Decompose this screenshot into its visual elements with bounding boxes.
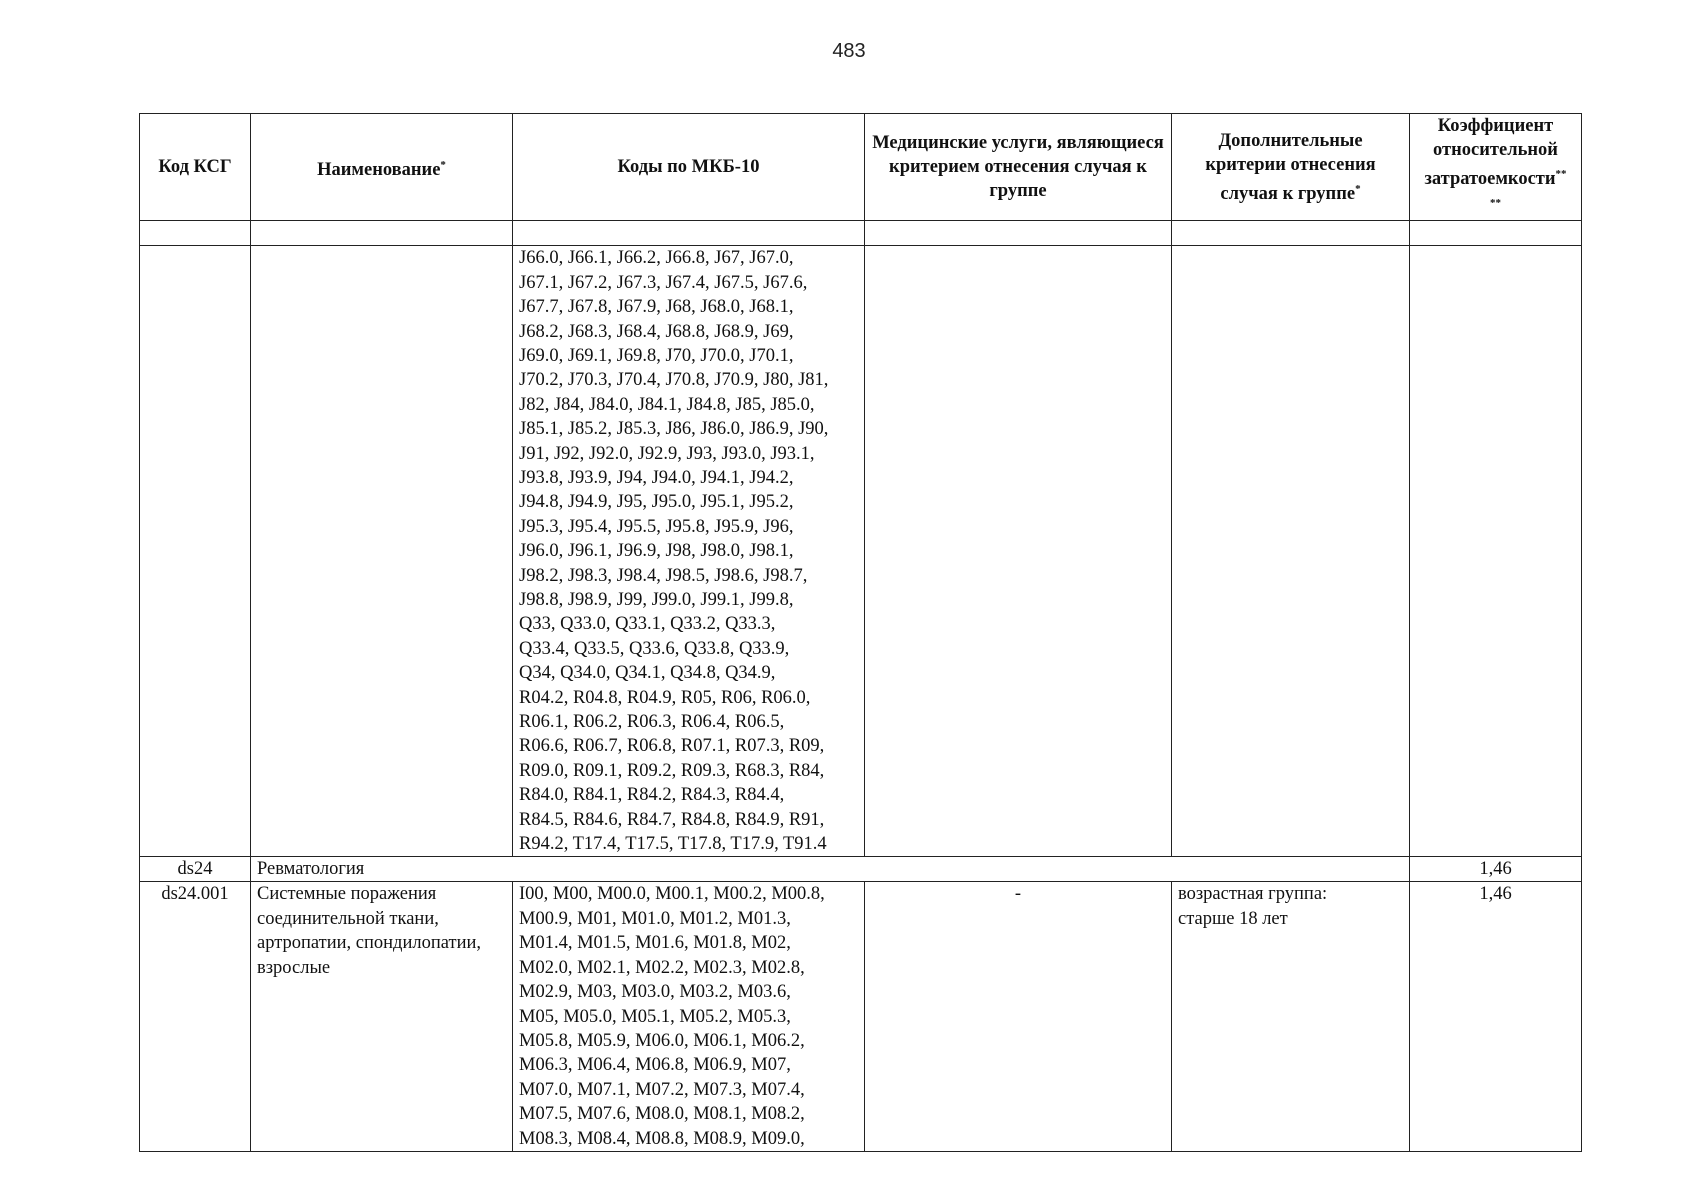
cell-services: - xyxy=(865,882,1172,1151)
table-row xyxy=(140,246,1582,857)
header-code: Код КСГ xyxy=(140,114,251,221)
cell-icd-codes: I00, M00, M00.0, M00.1, M00.2, M00.8, M00.9, M01, M01.0, M01.2, M01.3, M01.4, M01.5, M01.6, M01.8, M02, M02.0, M02.1, M02.2, M02.3, M02.8, M02.9, M03, M03.0, M03.2, M03.6, M05, M05.0, M05.1, M05.2, M05.3, M05.8, M05.9, M06.0, M06.1, M06.2, M06.3, M06.4, M06.8, M06.9, M07, M07.0, M07.1, M07.2, M07.3, M07.4, M07.5, M07.6, M08.0, M08.1, M08.2, M08.3, M08.4, M08.8, M08.9, M09.0, xyxy=(513,882,865,1151)
cell-code: ds24.001 xyxy=(140,882,251,1151)
table-row xyxy=(140,882,1582,1151)
cell-coefficient: 1,46 xyxy=(1410,882,1582,1151)
ksg-table xyxy=(139,113,1582,1152)
footnote-mark: ** xyxy=(1555,168,1567,180)
footnote-mark: * xyxy=(1355,182,1361,195)
header-coefficient: Коэффициент относительной затратоемкости** ** xyxy=(1410,114,1582,221)
cell-coefficient xyxy=(1410,246,1582,857)
spacer-row xyxy=(140,221,1582,246)
header-extra-criteria: Дополнительные критерии отнесения случая к группе* xyxy=(1172,114,1410,221)
footnote-mark: * xyxy=(440,158,446,171)
cell-name: Системные поражения соединительной ткани, артропатии, спондилопатии, взрослые xyxy=(251,882,513,1151)
header-services: Медицинские услуги, являющиеся критерием отнесения случая к группе xyxy=(865,114,1172,221)
cell-code xyxy=(140,246,251,857)
group-code: ds24 xyxy=(140,857,251,882)
cell-extra-criteria xyxy=(1172,246,1410,857)
cell-extra-criteria: возрастная группа: старше 18 лет xyxy=(1172,882,1410,1151)
group-coefficient: 1,46 xyxy=(1410,857,1582,882)
table-header-row xyxy=(140,114,1582,221)
header-name: Наименование* xyxy=(251,114,513,221)
group-name: Ревматология xyxy=(251,857,1410,882)
cell-name xyxy=(251,246,513,857)
page-number: 483 xyxy=(832,40,866,62)
group-row xyxy=(140,857,1582,882)
cell-icd-codes: J66.0, J66.1, J66.2, J66.8, J67, J67.0, J67.1, J67.2, J67.3, J67.4, J67.5, J67.6, J67.7, J67.8, J67.9, J68, J68.0, J68.1, J68.2, J68.3, J68.4, J68.8, J68.9, J69, J69.0, J69.1, J69.8, J70, J70.0, J70.1, J70.2, J70.3, J70.4, J70.8, J70.9, J80, J81, J82, J84, J84.0, J84.1, J84.8, J85, J85.0, J85.1, J85.2, J85.3, J86, J86.0, J86.9, J90, J91, J92, J92.0, J92.9, J93, J93.0, J93.1, J93.8, J93.9, J94, J94.0, J94.1, J94.2, J94.8, J94.9, J95, J95.0, J95.1, J95.2, J95.3, J95.4, J95.5, J95.8, J95.9, J96, J96.0, J96.1, J96.9, J98, J98.0, J98.1, J98.2, J98.3, J98.4, J98.5, J98.6, J98.7, J98.8, J98.9, J99, J99.0, J99.1, J99.8, Q33, Q33.0, Q33.1, Q33.2, Q33.3, Q33.4, Q33.5, Q33.6, Q33.8, Q33.9, Q34, Q34.0, Q34.1, Q34.8, Q34.9, R04.2, R04.8, R04.9, R05, R06, R06.0, R06.1, R06.2, R06.3, R06.4, R06.5, R06.6, R06.7, R06.8, R07.1, R07.3, R09, R09.0, R09.1, R09.2, R09.3, R68.3, R84, R84.0, R84.1, R84.2, R84.3, R84.4, R84.5, R84.6, R84.7, R84.8, R84.9, R91, R94.2, T17.4, T17.5, T17.8, T17.9, T91.4 xyxy=(513,246,865,857)
header-icd-codes: Коды по МКБ-10 xyxy=(513,114,865,221)
footnote-mark: ** xyxy=(1490,197,1501,210)
cell-services xyxy=(865,246,1172,857)
